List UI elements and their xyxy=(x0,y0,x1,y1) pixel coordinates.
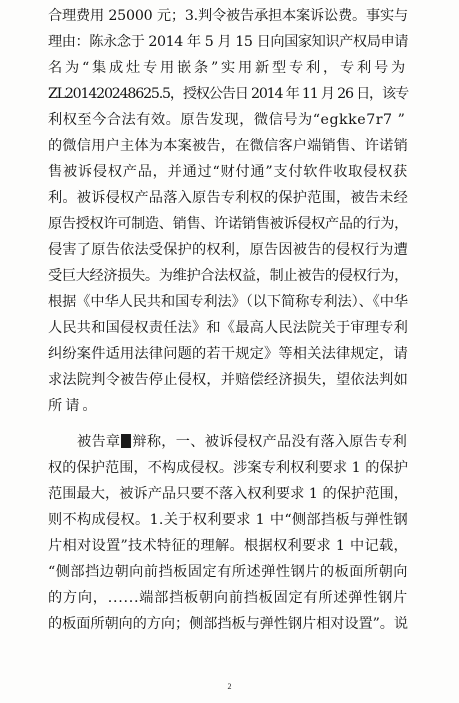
text-line: 合理费用 25000 元；3.判令被告承担本案诉讼费。事实与 xyxy=(48,8,408,24)
text-line: 的方向，......端部挡板朝向前挡板固定有所述弹性钢片 xyxy=(48,590,408,606)
text-line: 所请。 xyxy=(48,398,100,414)
text-line: 受巨大经济损失。为维护合法权益，制止被告的侵权行为， xyxy=(48,268,408,284)
text-line: 原告授权许可制造、销售、许诺销售被诉侵权产品的行为， xyxy=(48,216,408,232)
text-line: 纠纷案件适用法律问题的若干规定》等相关法律规定，请 xyxy=(48,346,408,362)
text-fragment: 被告章 xyxy=(77,434,121,450)
text-line: 侵害了原告依法受保护的权利，原告因被告的侵权行为遭 xyxy=(48,242,408,258)
text-line: 利。被诉侵权产品落入原告专利权的保护范围，被告未经 xyxy=(48,190,408,206)
text-line: 的微信用户主体为本案被告，在微信客户端销售、许诺销 xyxy=(48,138,408,154)
text-line: 片相对设置”技术特征的理解。根据权利要求 1 中记载， xyxy=(48,538,408,554)
text-line: 则不构成侵权。1.关于权利要求 1 中“侧部挡板与弹性钢 xyxy=(48,512,408,528)
text-line: ZL201420248625.5，授权公告日 2014 年 11 月 26 日，该专 xyxy=(48,86,408,102)
text-line: 求法院判令被告停止侵权，并赔偿经济损失，望依法判如 xyxy=(48,372,408,388)
text-line: 名为“集成灶专用嵌条”实用新型专利，专利号为 xyxy=(48,60,408,76)
redaction-mark xyxy=(121,434,131,448)
text-line: 的板面所朝向的方向；侧部挡板与弹性钢片相对设置”。说 xyxy=(48,616,408,632)
page-number: 2 xyxy=(227,682,232,691)
paragraph2-first-line xyxy=(77,431,408,451)
text-line: 人民共和国侵权责任法》和《最高人民法院关于审理专利 xyxy=(48,320,408,336)
text-line: 根据《中华人民共和国专利法》（以下简称专利法）、《中华 xyxy=(48,294,408,310)
text-line: “侧部挡边朝向前挡板固定有所述弹性钢片的板面所朝向 xyxy=(48,564,408,580)
text-line: 售被诉侵权产品，并通过“财付通”支付软件收取侵权获 xyxy=(48,164,408,180)
text-line: 理由：陈永念于 2014 年 5 月 15 日向国家知识产权局申请 xyxy=(48,34,408,50)
text-line: 范围最大，被诉产品只要不落入权利要求 1 的保护范围， xyxy=(48,486,408,502)
text-line: 权的保护范围，不构成侵权。涉案专利权利要求 1 的保护 xyxy=(48,460,408,476)
text-fragment: 辩称，一、被诉侵权产品没有落入原告专利 xyxy=(132,434,408,450)
text-line: 利权至今合法有效。原告发现，微信号为“egkke7r7 ” xyxy=(48,112,406,128)
